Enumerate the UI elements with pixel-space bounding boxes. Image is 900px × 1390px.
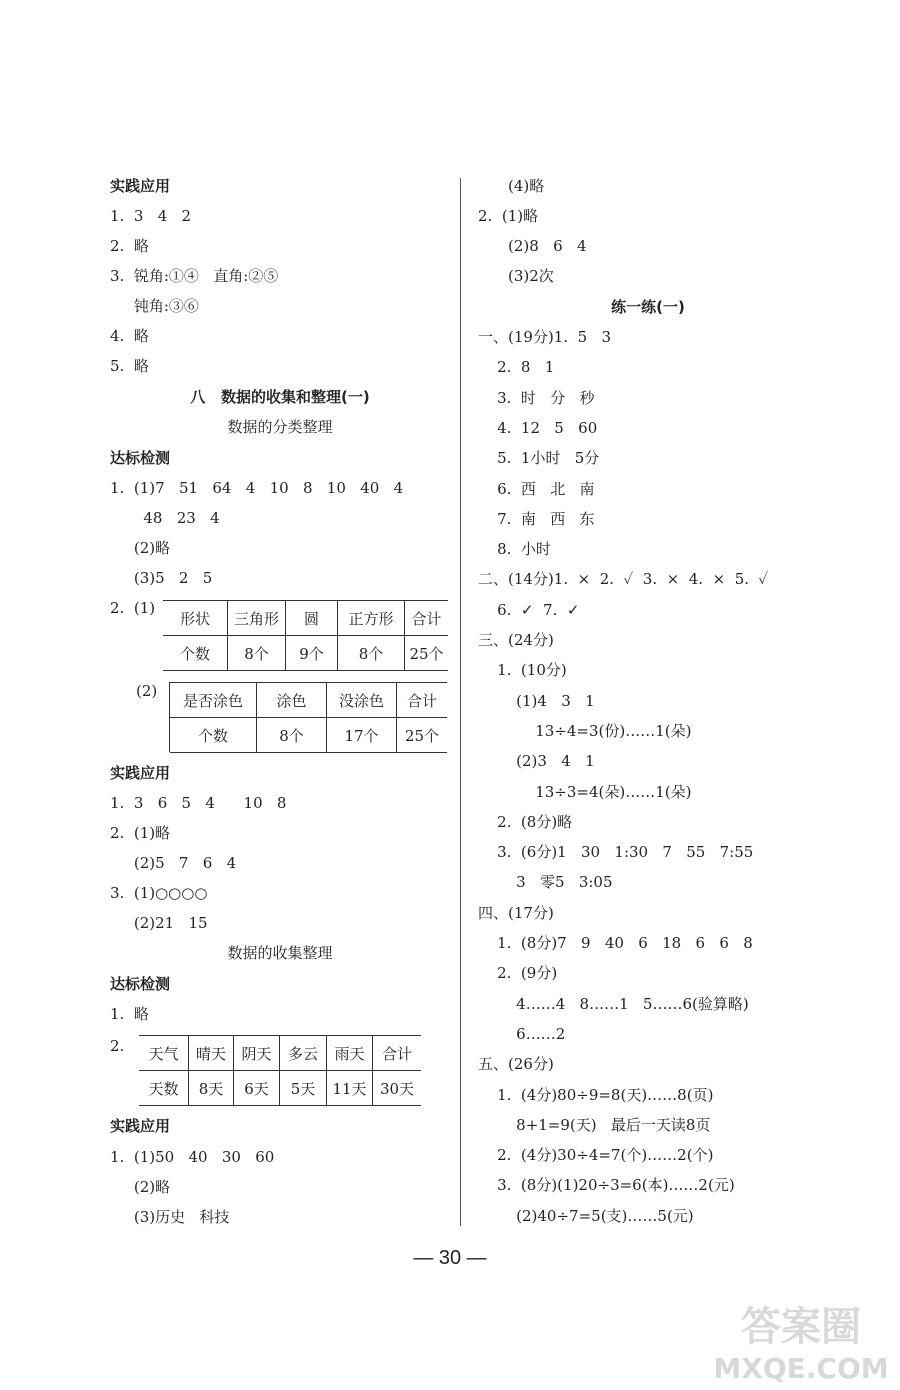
answer-line: 2. (1)略 (478, 207, 539, 225)
table-cell: 雨天 (327, 1036, 373, 1071)
answer-line: 1. (10分) (478, 661, 567, 680)
color-count-table (170, 682, 447, 753)
answer-line: 6……2 (478, 1024, 566, 1043)
answer-line: 2. 8 1 (478, 358, 555, 377)
answer-line: 2. (8分)略 (478, 812, 573, 831)
table-cell: 6天 (234, 1071, 280, 1106)
table-cell: 正方形 (338, 601, 405, 636)
table-cell: 9个 (286, 636, 338, 671)
watermark-text: 答案圈 (741, 1304, 861, 1350)
watermark-logo (706, 1298, 896, 1386)
table-cell: 天数 (139, 1071, 189, 1106)
chapter-title: 八 数据的收集和整理(一) (190, 388, 370, 406)
table-cell: 17个 (327, 718, 397, 753)
answer-line: 1. (1)50 40 30 60 (110, 1148, 275, 1166)
answer-line: 3 零5 3:05 (478, 873, 613, 892)
table-cell: 合计 (397, 683, 448, 718)
table-cell: 阴天 (234, 1036, 280, 1071)
answer-line: 三、(24分) (478, 631, 554, 649)
table-cell: 涂色 (257, 683, 327, 718)
table-cell: 25个 (397, 718, 448, 753)
answer-line: 2. (110, 1037, 125, 1055)
answer-line: (2)5 7 6 4 (110, 854, 237, 872)
column-divider (460, 178, 461, 1226)
section-heading: 达标检测 (110, 975, 171, 993)
table-cell: 是否涂色 (170, 683, 257, 718)
answer-line: 3. 时 分 秒 (478, 388, 595, 407)
table-cell: 25个 (405, 636, 449, 671)
answer-line: 13÷3=4(朵)……1(朵) (478, 782, 692, 801)
answer-line: 2. (1) (110, 599, 156, 617)
section-heading: 达标检测 (110, 449, 171, 467)
table-cell: 8个 (228, 636, 286, 671)
answer-line: 5. 1小时 5分 (478, 449, 600, 468)
shape-count-table (163, 600, 448, 671)
answer-line: (2)略 (110, 539, 171, 557)
table-cell: 30天 (373, 1071, 422, 1106)
answer-line: (4)略 (508, 177, 545, 195)
answer-line: 13÷4=3(份)……1(朵) (478, 721, 692, 740)
answer-line: 钝角:③⑥ (110, 297, 199, 315)
section-heading: 实践应用 (110, 764, 171, 782)
answer-line: (2)8 6 4 (508, 237, 587, 255)
section-heading: 实践应用 (110, 1117, 171, 1135)
table-cell: 个数 (163, 636, 228, 671)
answer-line: (1)4 3 1 (478, 691, 595, 710)
table-cell: 天气 (139, 1036, 189, 1071)
answer-line: 4……4 8……1 5……6(验算略) (478, 994, 749, 1013)
weather-count-table (139, 1035, 421, 1106)
answer-line: 一、(19分)1. 5 3 (478, 328, 612, 346)
answer-line: 二、(14分)1. × 2. ✓ 3. × 4. × 5. ✓ (478, 570, 769, 589)
watermark-text: MXQE.COM (713, 1352, 889, 1385)
sub-title: 数据的分类整理 (227, 418, 333, 436)
answer-line: 7. 南 西 东 (478, 509, 595, 528)
section-heading: 实践应用 (110, 177, 171, 195)
table-cell: 圆 (286, 601, 338, 636)
table-cell: 没涂色 (327, 683, 397, 718)
answer-line: 2. 略 (110, 237, 149, 255)
answer-line: 四、(17分) (478, 903, 554, 922)
answer-line: 6. ✓ 7. ✓ (478, 600, 580, 619)
table-cell: 5天 (280, 1071, 327, 1106)
page-number: — 30 — (413, 1247, 487, 1269)
answer-line: 5. 略 (110, 357, 149, 375)
table-cell: 合计 (405, 601, 449, 636)
answer-line: (2)21 15 (110, 914, 208, 932)
answer-line: 五、(26分) (478, 1055, 554, 1074)
sub-title: 数据的收集整理 (227, 944, 333, 962)
table-cell: 8个 (257, 718, 327, 753)
answer-line: (3)2次 (508, 267, 554, 285)
table-cell: 形状 (163, 601, 228, 636)
table-cell: 三角形 (228, 601, 286, 636)
answer-line: 1. (1)7 51 64 4 10 8 10 40 4 (110, 479, 404, 497)
table-cell: 晴天 (189, 1036, 234, 1071)
section-title: 练一练(一) (611, 298, 685, 316)
table-cell: 11天 (327, 1071, 373, 1106)
answer-line: 3. (1)○○○○ (110, 884, 208, 902)
answer-line: (2)40÷7=5(支)……5(元) (478, 1206, 694, 1225)
answer-line: 2. (4分)30÷4=7(个)……2(个) (478, 1146, 714, 1165)
answer-line: 8+1=9(天) 最后一天读8页 (478, 1115, 711, 1134)
answer-line: 4. 12 5 60 (478, 418, 598, 437)
answer-line: 1. (8分)7 9 40 6 18 6 6 8 (478, 934, 753, 952)
answer-line: 1. 3 4 2 (110, 207, 192, 225)
answer-line: 48 23 4 (110, 509, 220, 527)
table-cell: 合计 (373, 1036, 422, 1071)
table-cell: 8天 (189, 1071, 234, 1106)
answer-line: 1. (4分)80÷9=8(天)……8(页) (478, 1085, 714, 1104)
answer-line: 4. 略 (110, 327, 149, 345)
table-cell: 多云 (280, 1036, 327, 1071)
answer-line: (2) (136, 682, 158, 700)
answer-line: (2)3 4 1 (478, 752, 595, 771)
table-cell: 8个 (338, 636, 405, 671)
table-cell: 个数 (170, 718, 257, 753)
answer-line: 6. 西 北 南 (478, 479, 595, 498)
answer-line: 1. 略 (110, 1005, 149, 1023)
answer-line: 3. (6分)1 30 1:30 7 55 7:55 (478, 843, 754, 862)
answer-line: (3)历史 科技 (110, 1208, 230, 1226)
answer-line: 3. 锐角:①④ 直角:②⑤ (110, 267, 279, 285)
answer-line: 8. 小时 (478, 540, 551, 559)
answer-line: (3)5 2 5 (110, 569, 213, 587)
answer-line: 2. (1)略 (110, 824, 171, 842)
answer-line: 2. (9分) (478, 964, 558, 983)
answer-line: 1. 3 6 5 4 10 8 (110, 794, 287, 812)
answer-line: (2)略 (110, 1178, 171, 1196)
answer-line: 3. (8分)(1)20÷3=6(本)……2(元) (478, 1176, 735, 1195)
